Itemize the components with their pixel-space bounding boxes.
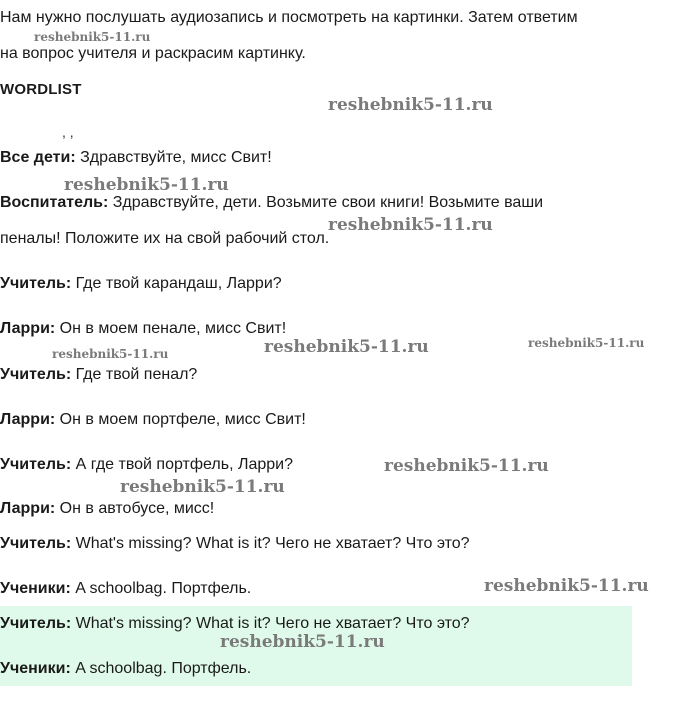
speaker-label: Учитель: [0,366,72,383]
separator-marks: , , [62,124,74,140]
watermark: reshebnik5-11.ru [34,30,151,44]
watermark: reshebnik5-11.ru [64,175,229,195]
speech-text: Он в автобусе, мисс! [55,500,215,517]
dialogue-line [0,579,251,599]
speaker-label: Все дети: [0,149,76,166]
watermark: reshebnik5-11.ru [264,337,429,357]
speaker-label: Ученики: [0,660,71,677]
speaker-label: Ларри: [0,500,56,517]
speech-text: Где твой карандаш, Ларри? [71,275,282,292]
speaker-label: Учитель: [0,615,72,632]
dialogue-line [0,410,306,430]
dialogue-line [0,455,293,475]
intro-line-2: на вопрос учителя и раскрасим картинку. [0,45,306,62]
dialogue-line [0,534,470,554]
dialogue-line [0,365,197,385]
speech-text: What's missing? What is it? Чего не хватает? Что это? [71,615,470,632]
speaker-label: Учитель: [0,456,72,473]
speech-text: Здравствуйте, мисс Свит! [75,149,272,166]
dialogue-line [0,148,272,168]
intro-line-1: Нам нужно послушать аудиозапись и посмотреть на картинки. Затем ответим [0,9,578,26]
dialogue-line [0,499,214,519]
speech-text: Здравствуйте, дети. Возьмите свои книги! Возьмите ваши [108,194,544,211]
speaker-label: Воспитатель: [0,194,109,211]
wordlist-heading: WORDLIST [0,81,82,98]
speech-text: Где твой пенал? [71,366,198,383]
speech-text: пеналы! Положите их на свой рабочий стол. [0,230,330,247]
speech-text: A schoolbag. Портфель. [70,660,252,677]
watermark: reshebnik5-11.ru [328,95,493,115]
speech-text: What's missing? What is it? Чего не хватает? Что это? [71,535,470,552]
dialogue-line [0,659,251,679]
watermark: reshebnik5-11.ru [384,456,549,476]
dialogue-line [0,614,470,634]
dialogue-line [0,274,282,294]
speaker-label: Ученики: [0,580,71,597]
speech-text: А где твой портфель, Ларри? [71,456,293,473]
dialogue-line [0,229,329,249]
watermark: reshebnik5-11.ru [528,336,645,350]
watermark: reshebnik5-11.ru [484,576,649,596]
speech-text: Он в моем портфеле, мисс Свит! [55,411,306,428]
speaker-label: Ларри: [0,411,56,428]
watermark: reshebnik5-11.ru [120,477,285,497]
speech-text: Он в моем пенале, мисс Свит! [55,320,287,337]
speaker-label: Учитель: [0,275,72,292]
watermark: reshebnik5-11.ru [52,347,169,361]
speaker-label: Учитель: [0,535,72,552]
speech-text: A schoolbag. Портфель. [70,580,252,597]
dialogue-line [0,319,286,339]
dialogue-line [0,193,543,213]
speaker-label: Ларри: [0,320,56,337]
watermark: reshebnik5-11.ru [220,632,385,652]
watermark: reshebnik5-11.ru [328,215,493,235]
